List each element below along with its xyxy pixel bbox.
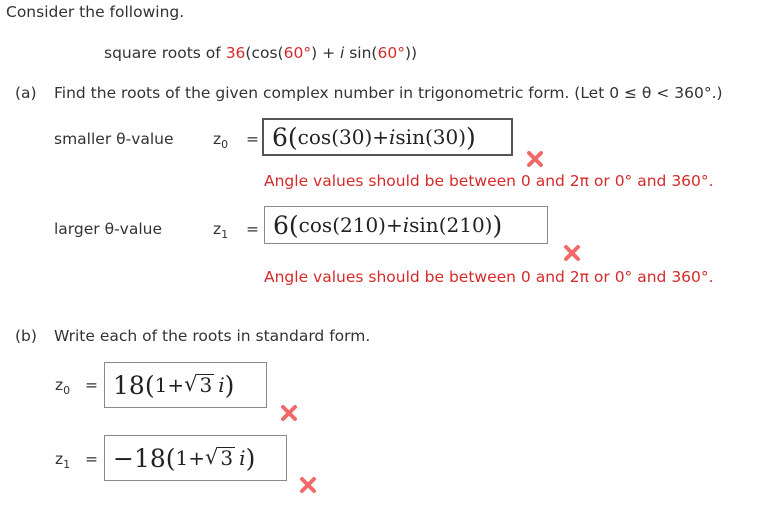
z-subscript: 1 [221, 228, 229, 241]
plus-sign: + [167, 373, 185, 397]
sin-argument: (210) [438, 213, 493, 237]
larger-theta-label: larger θ-value [54, 220, 162, 238]
problem-sin-open: sin( [344, 44, 378, 62]
paren-open: ( [288, 210, 299, 240]
one-term: 1 [175, 446, 189, 470]
paren-close: ) [245, 443, 256, 473]
incorrect-x-icon [563, 244, 581, 262]
equals-sign: = [85, 376, 98, 394]
plus-sign: + [188, 446, 206, 470]
incorrect-x-icon [526, 150, 544, 168]
incorrect-x-icon [280, 404, 298, 422]
equals-sign: = [246, 130, 259, 148]
one-term: 1 [154, 373, 168, 397]
problem-angle-2: 60° [377, 44, 405, 62]
imaginary-unit: i [239, 446, 246, 470]
paren-close: ) [466, 122, 476, 152]
smaller-theta-label: smaller θ-value [54, 130, 174, 148]
imaginary-unit: i [389, 125, 396, 149]
z1-trig-answer-input[interactable] [264, 206, 548, 244]
z1-standard-answer-input[interactable] [104, 435, 287, 481]
problem-modulus: 36 [225, 44, 246, 62]
imaginary-unit: i [218, 373, 225, 397]
cos-text: cos [298, 213, 333, 237]
z0-variable-a [213, 130, 229, 151]
z0-standard-answer-input[interactable] [104, 362, 267, 408]
cos-text: cos [297, 125, 332, 149]
part-a-instruction: Find the roots of the given complex number in trigonometric form. (Let 0 ≤ θ < 360°.) [54, 84, 723, 102]
problem-prefix: square roots of [104, 44, 226, 62]
paren-open: ( [165, 443, 176, 473]
z1-variable-a [213, 220, 229, 241]
z0-trig-answer-input[interactable] [262, 118, 513, 156]
z-var: z [213, 130, 222, 148]
equals-sign: = [246, 220, 259, 238]
z-subscript: 1 [63, 458, 71, 471]
sqrt-radicand: 3 [220, 446, 234, 470]
sin-text: sin [395, 125, 425, 149]
z1-variable-b [55, 450, 71, 471]
sin-text: sin [409, 213, 439, 237]
answer-coefficient: −18 [113, 443, 166, 473]
z0-variable-b [55, 376, 71, 397]
answer-coefficient: 18 [113, 370, 145, 400]
part-a-label: (a) [15, 84, 37, 102]
z-subscript: 0 [221, 138, 229, 151]
problem-i: i [339, 44, 345, 62]
answer-coefficient: 6 [272, 122, 288, 152]
paren-open: ( [287, 122, 298, 152]
z-var: z [55, 376, 64, 394]
plus-sign: + [372, 125, 390, 149]
feedback-message: Angle values should be between 0 and 2π or 0° and 360°. [264, 268, 714, 286]
equals-sign: = [85, 450, 98, 468]
z-var: z [55, 450, 64, 468]
part-b-instruction: Write each of the roots in standard form. [54, 327, 371, 345]
cos-argument: (210) [332, 213, 386, 237]
part-b-label: (b) [15, 327, 37, 345]
problem-angle-1: 60° [283, 44, 312, 62]
problem-mid: ) + [311, 44, 340, 62]
plus-sign: + [385, 213, 403, 237]
paren-open: ( [144, 370, 155, 400]
intro-text: Consider the following. [6, 3, 185, 21]
paren-close: ) [224, 370, 235, 400]
answer-coefficient: 6 [273, 210, 289, 240]
feedback-message: Angle values should be between 0 and 2π or 0° and 360°. [264, 172, 714, 190]
sqrt-radicand: 3 [199, 373, 213, 397]
cos-argument: (30) [331, 125, 373, 149]
sin-argument: (30) [424, 125, 467, 149]
paren-close: ) [492, 210, 503, 240]
sqrt-symbol: √ 3 [205, 445, 234, 470]
incorrect-x-icon [299, 476, 317, 494]
problem-cos-open: (cos( [245, 44, 284, 62]
z-var: z [213, 220, 222, 238]
sqrt-symbol: √ 3 [184, 372, 213, 397]
imaginary-unit: i [402, 213, 410, 237]
z-subscript: 0 [63, 384, 71, 397]
problem-statement [104, 44, 417, 62]
problem-close: )) [404, 44, 418, 62]
